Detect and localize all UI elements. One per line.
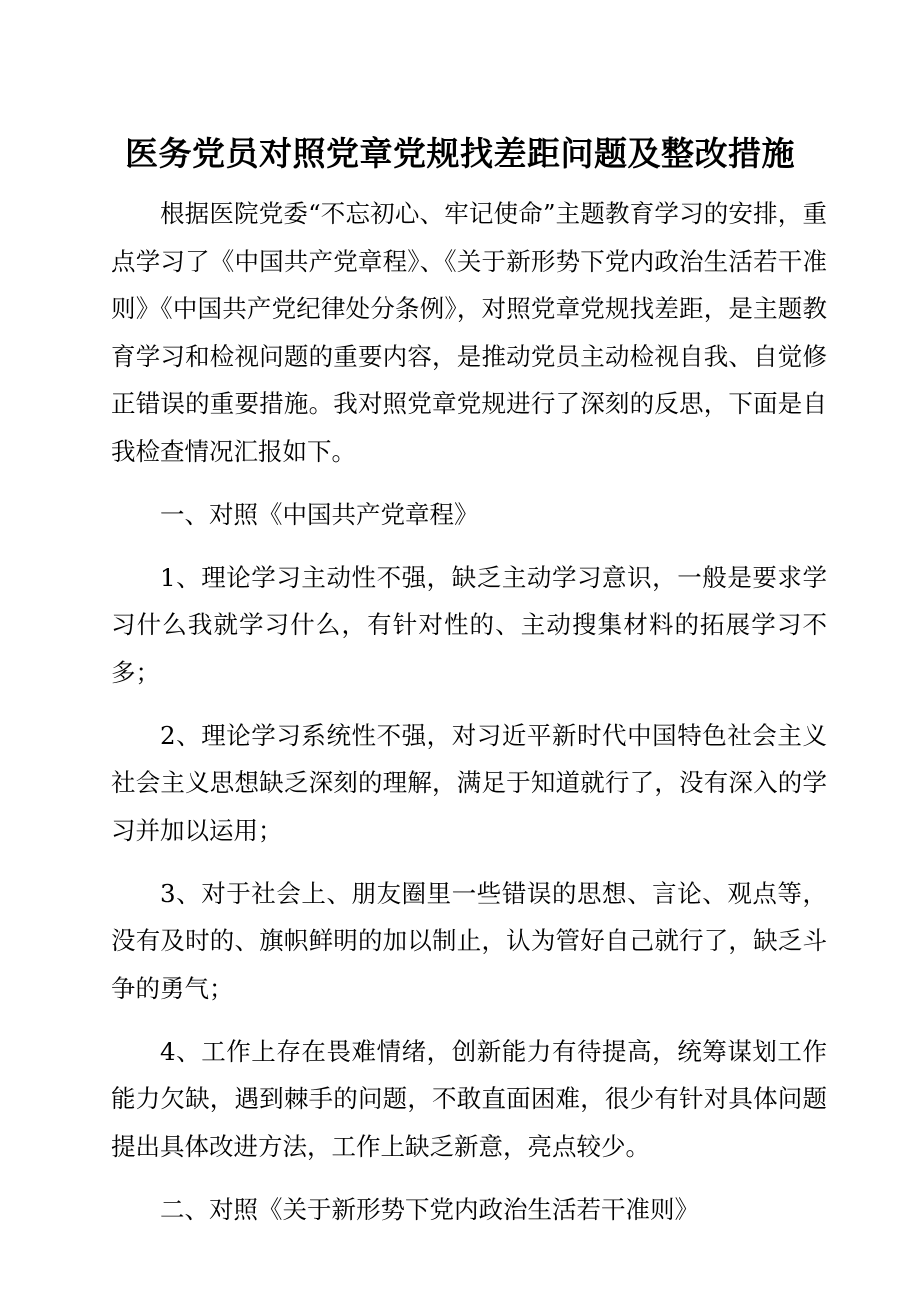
- intro-paragraph: 根据医院党委“不忘初心、牢记使命”主题教育学习的安排，重点学习了《中国共产党章程》、《关于新形势下党内政治生活若干准则》《中国共产党纪律处分条例》，对照党章党规找差距，是主题教育学习和检视问题的重要内容，是推动党员主动检视自我、自觉修正错误的重要措施。我对照党章党规进行了深刻的反思，下面是自我检查情况汇报如下。: [111, 199, 827, 466]
- document-title: 医务党员对照党章党规找差距问题及整改措施: [125, 134, 795, 173]
- section-heading-1: 一、对照《中国共产党章程》: [160, 499, 479, 529]
- list-item-4: 4、工作上存在畏难情绪，创新能力有待提高，统筹谋划工作能力欠缺，遇到棘手的问题，不敢直面困难，很少有针对具体问题提出具体改进方法，工作上缺乏新意，亮点较少。: [111, 1036, 827, 1161]
- list-item-3: 3、对于社会上、朋友圈里一些错误的思想、言论、观点等，没有及时的、旗帜鲜明的加以制止，认为管好自己就行了，缺乏斗争的勇气；: [111, 878, 827, 1003]
- document-body: [111, 190, 827, 1249]
- list-item-1: 1、理论学习主动性不强，缺乏主动学习意识，一般是要求学习什么我就学习什么，有针对性的、主动搜集材料的拓展学习不多；: [111, 562, 827, 687]
- list-item-2: 2、理论学习系统性不强，对习近平新时代中国特色社会主义社会主义思想缺乏深刻的理解，满足于知道就行了，没有深入的学习并加以运用；: [111, 720, 827, 845]
- section-heading-2: 二、对照《关于新形势下党内政治生活若干准则》: [160, 1194, 699, 1224]
